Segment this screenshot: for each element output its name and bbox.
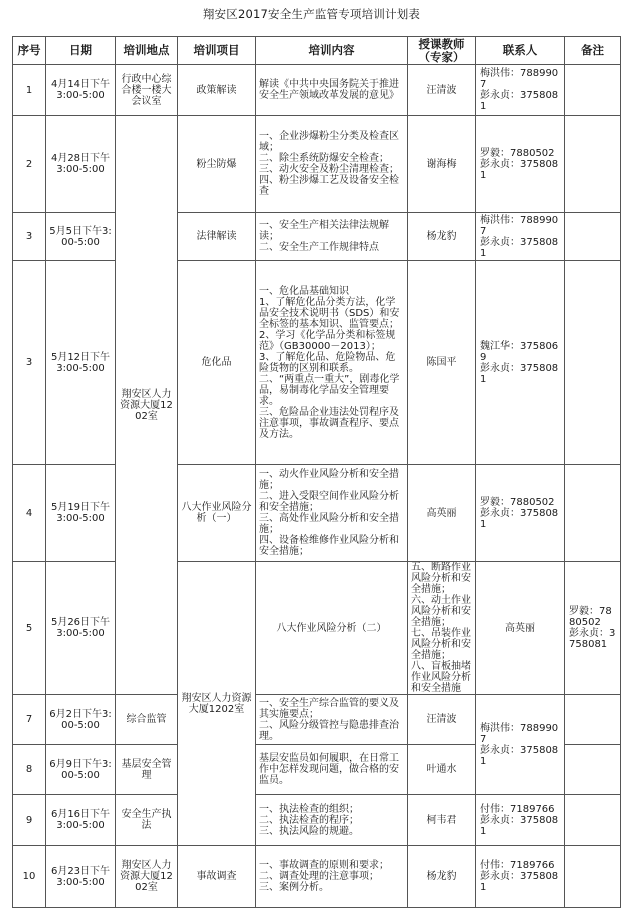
cell-contact: 梅洪伟：7889907 彭永贞：3758081 xyxy=(476,65,565,116)
cell-remark xyxy=(565,261,621,465)
header-no: 序号 xyxy=(13,37,46,65)
cell-no: 5 xyxy=(13,562,46,695)
cell-date: 5月12日下午3:00-5:00 xyxy=(46,261,116,465)
cell-project: 危化品 xyxy=(178,261,256,465)
cell-project: 综合监管 xyxy=(116,695,178,745)
header-teacher: 授课教师（专家） xyxy=(408,37,476,65)
cell-content: 一、企业涉爆粉尘分类及检查区域； 二、除尘系统防爆安全检查； 三、动火安全及粉尘清理检查； 四、粉尘涉爆工艺及设备安全检查 xyxy=(256,116,408,213)
header-date: 日期 xyxy=(46,37,116,65)
cell-contact: 罗毅：7880502 彭永贞：3758081 xyxy=(476,116,565,213)
cell-location: 翔安区人力资源大厦1202室 xyxy=(178,562,256,846)
cell-date: 5月5日下午3:00-5:00 xyxy=(46,213,116,261)
cell-project: 粉尘防爆 xyxy=(178,116,256,213)
cell-content: 一、事故调查的原则和要求； 二、调查处理的注意事项； 三、案例分析。 xyxy=(256,846,408,908)
cell-teacher: 谢海梅 xyxy=(408,116,476,213)
cell-date: 5月26日下午3:00-5:00 xyxy=(46,562,116,695)
table-row xyxy=(13,261,621,465)
cell-teacher: 柯韦君 xyxy=(408,795,476,846)
cell-teacher: 汪清波 xyxy=(408,65,476,116)
cell-teacher: 陈国平 xyxy=(408,261,476,465)
page-title: 翔安区2017安全生产监管专项培训计划表 xyxy=(202,7,421,21)
cell-contact: 魏江华：3758069 彭永贞：3758081 xyxy=(476,261,565,465)
cell-content: 解读《中共中央国务院关于推进安全生产领域改革发展的意见》 xyxy=(256,65,408,116)
cell-content: 基层安监员如何履职，在日常工作中怎样发现问题，做合格的安监员。 xyxy=(256,745,408,795)
cell-no: 8 xyxy=(13,745,46,795)
table-row xyxy=(13,846,621,908)
cell-remark xyxy=(565,745,621,795)
cell-project: 八大作业风险分析（一） xyxy=(178,465,256,562)
cell-remark xyxy=(565,65,621,116)
cell-remark xyxy=(565,213,621,261)
cell-project: 八大作业风险分析（二） xyxy=(256,562,408,695)
cell-date: 6月16日下午3:00-5:00 xyxy=(46,795,116,846)
cell-no: 3 xyxy=(13,261,46,465)
cell-remark xyxy=(565,116,621,213)
cell-teacher: 汪清波 xyxy=(408,695,476,745)
cell-contact: 付伟：7189766 彭永贞：3758081 xyxy=(476,846,565,908)
cell-contact: 付伟：7189766 彭永贞：3758081 xyxy=(476,795,565,846)
cell-project: 法律解读 xyxy=(178,213,256,261)
cell-location: 行政中心综合楼一楼大会议室 xyxy=(116,65,178,116)
table-row xyxy=(13,116,621,213)
cell-no: 2 xyxy=(13,116,46,213)
cell-date: 4月14日下午3:00-5:00 xyxy=(46,65,116,116)
cell-content: 一、执法检查的组织； 二、执法检查的程序； 三、执法风险的规避。 xyxy=(256,795,408,846)
training-plan-table xyxy=(12,36,621,908)
cell-content: 一、危化品基础知识 1、了解危化品分类方法，化学品安全技术说明书（SDS）和安全标签的基本知识、监管要点； 2、学习《化学品分类和标签规范》（GB30000－2013）； 3、了解危化品、危险物品、危险货物的区别和联系。 二、“两重点一重大”，剧毒化学品，易制毒化学品安全管理要求。 三、危险品企业违法处罚程序及注意事项，事故调查程序、要点及方法。 xyxy=(256,261,408,465)
cell-no: 4 xyxy=(13,465,46,562)
cell-date: 6月23日下午3:00-5:00 xyxy=(46,846,116,908)
cell-contact: 梅洪伟：7889907 彭永贞：3758081 xyxy=(476,213,565,261)
cell-project: 事故调查 xyxy=(178,846,256,908)
table-row xyxy=(13,695,621,745)
cell-content: 一、安全生产综合监管的要义及其实施要点； 二、风险分级管控与隐患排查治理。 xyxy=(256,695,408,745)
header-contact: 联系人 xyxy=(476,37,565,65)
cell-remark xyxy=(565,795,621,846)
header-location: 培训地点 xyxy=(116,37,178,65)
header-project: 培训项目 xyxy=(178,37,256,65)
cell-content: 一、动火作业风险分析和安全措施； 二、进入受限空间作业风险分析和安全措施； 三、高处作业风险分析和安全措施； 四、设备检维修作业风险分析和安全措施； xyxy=(256,465,408,562)
cell-remark xyxy=(565,465,621,562)
table-row xyxy=(13,465,621,562)
cell-teacher: 叶通水 xyxy=(408,745,476,795)
cell-no: 10 xyxy=(13,846,46,908)
cell-project: 政策解读 xyxy=(178,65,256,116)
cell-remark xyxy=(565,695,621,745)
cell-no: 9 xyxy=(13,795,46,846)
table-row xyxy=(13,65,621,116)
table-row xyxy=(13,562,621,695)
cell-teacher: 杨龙豹 xyxy=(408,846,476,908)
cell-content: 五、断路作业风险分析和安全措施； 六、动土作业风险分析和安全措施； 七、吊装作业风险分析和安全措施； 八、盲板抽堵作业风险分析和安全措施 xyxy=(408,562,476,695)
header-remark: 备注 xyxy=(565,37,621,65)
cell-contact: 罗毅：7880502 彭永贞：3758081 xyxy=(476,465,565,562)
cell-teacher: 杨龙豹 xyxy=(408,213,476,261)
cell-no: 1 xyxy=(13,65,46,116)
cell-date: 6月2日下午3:00-5:00 xyxy=(46,695,116,745)
header-content: 培训内容 xyxy=(256,37,408,65)
cell-contact: 罗毅：7880502 彭永贞：3758081 xyxy=(565,562,621,695)
cell-location: 翔安区人力资源大厦1202室 xyxy=(116,116,178,695)
cell-content: 一、安全生产相关法律法规解读； 二、安全生产工作规律特点 xyxy=(256,213,408,261)
cell-no: 7 xyxy=(13,695,46,745)
table-row xyxy=(13,213,621,261)
cell-teacher: 高英丽 xyxy=(408,465,476,562)
cell-project: 安全生产执法 xyxy=(116,795,178,846)
cell-no: 3 xyxy=(13,213,46,261)
cell-location: 翔安区人力资源大厦1202室 xyxy=(116,846,178,908)
cell-date: 4月28日下午3:00-5:00 xyxy=(46,116,116,213)
cell-project: 基层安全管理 xyxy=(116,745,178,795)
header-row xyxy=(13,37,621,65)
cell-contact: 梅洪伟：7889907 彭永贞：3758081 xyxy=(476,695,565,795)
cell-teacher: 高英丽 xyxy=(476,562,565,695)
table-row xyxy=(13,795,621,846)
cell-date: 6月9日下午3:00-5:00 xyxy=(46,745,116,795)
cell-date: 5月19日下午3:00-5:00 xyxy=(46,465,116,562)
cell-remark xyxy=(565,846,621,908)
